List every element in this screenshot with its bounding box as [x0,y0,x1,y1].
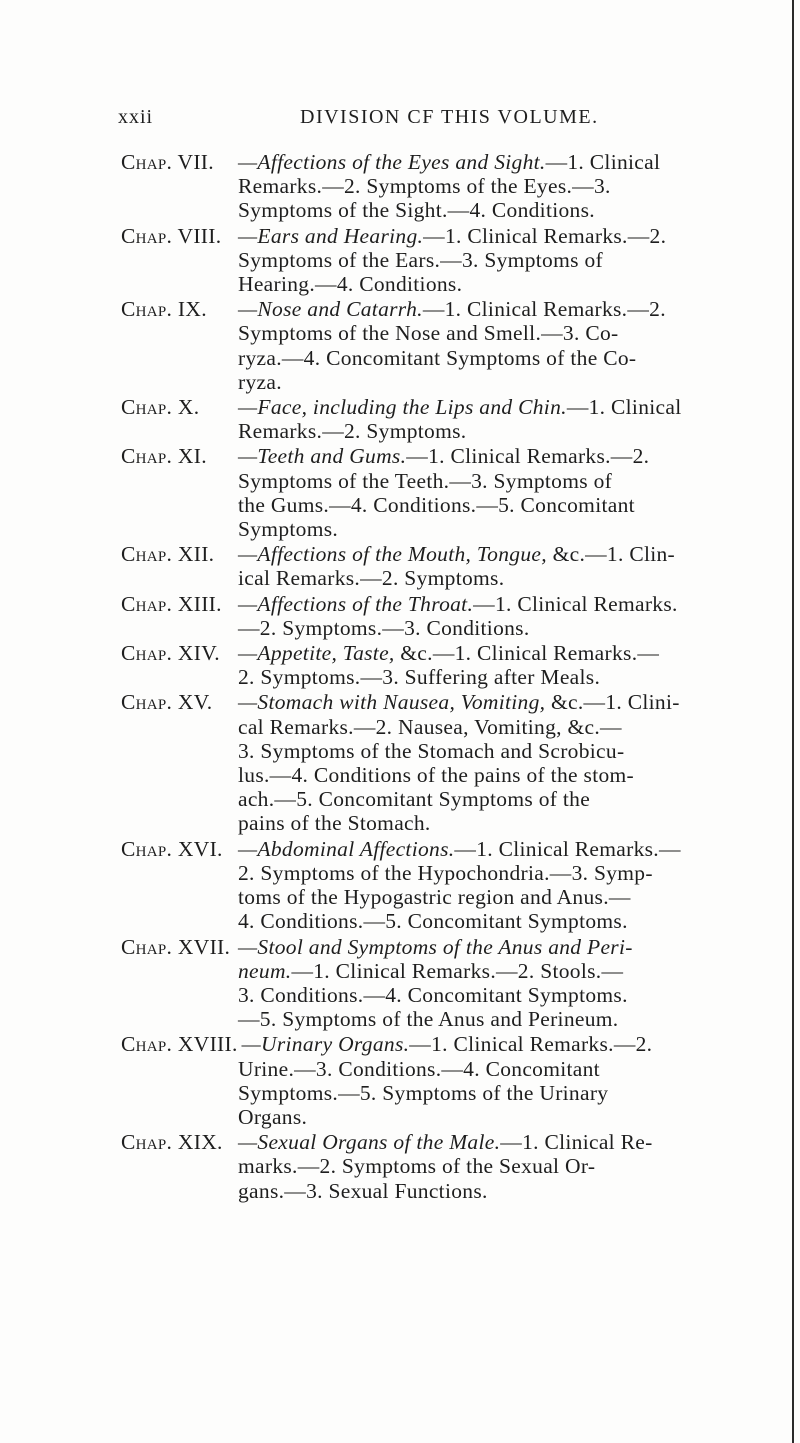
chapter-entry [121,592,751,640]
chapter-line: —5. Symptoms of the Anus and Perineum. [238,1007,619,1032]
chapter-line: gans.—3. Sexual Functions. [238,1178,488,1203]
chapter-text: &c.—1. Clin- [546,542,676,567]
chapter-number [121,837,223,861]
chapter-contents [238,542,751,590]
page-edge-rule [792,0,794,1443]
chapter-line [121,690,751,714]
chapter-line: Hearing.—4. Conditions. [238,272,463,297]
chapter-title: —Urinary Organs. [241,1032,410,1057]
chapter-contents [238,297,751,394]
chapter-entry [121,297,751,394]
chapter-text: —1. Clinical Remarks.—2. [406,444,650,469]
chapter-line: 3. Conditions.—4. Concomitant Symptoms. [238,982,628,1007]
chapter-line [121,444,751,468]
chapter-label: Chap. [121,690,173,715]
chapter-number [121,592,222,616]
chapter-label: Chap. [121,395,173,420]
chapter-line: Symptoms of the Nose and Smell.—3. Co- [238,321,619,346]
chapter-number [121,641,220,665]
chapter-label: Chap. [121,223,173,248]
chapter-text: —1. Clinical [566,395,682,420]
chapter-numeral: XVIII. [172,1032,238,1057]
chapter-number [121,1130,223,1154]
chapter-title: —Affections of the Eyes and Sight. [238,150,546,174]
chapter-entry [121,150,751,223]
chapter-label: Chap. [121,641,173,666]
chapter-title: —Stomach with Nausea, Vomiting, [238,690,546,715]
page-header [118,106,718,132]
chapter-numeral: XIX. [172,1130,223,1155]
chapter-entry [121,224,751,297]
chapter-entry [121,395,751,443]
chapter-title: neum. [238,958,292,983]
chapter-title: —Ears and Hearing. [238,223,424,248]
chapter-entry [121,690,751,835]
chapter-numeral: VII. [172,150,214,174]
chapter-line: Symptoms. [238,517,339,542]
chapter-line [238,959,751,983]
chapter-title: —Abdominal Affections. [238,836,455,861]
chapter-list [121,150,751,1204]
chapter-entry [121,837,751,934]
chapter-line: 3. Symptoms of the Stomach and Scrobicu- [238,738,625,763]
chapter-label: Chap. [121,150,173,174]
chapter-number [121,690,212,714]
chapter-number [121,542,214,566]
chapter-entry [121,935,751,1032]
chapter-number [121,444,207,468]
chapter-numeral: XV. [172,690,213,715]
chapter-number [121,150,214,174]
chapter-line [121,542,751,566]
chapter-line: Symptoms.—5. Symptoms of the Urinary [238,1080,609,1105]
chapter-numeral: XIII. [172,591,222,616]
chapter-line: marks.—2. Symptoms of the Sexual Or- [238,1154,596,1179]
chapter-label: Chap. [121,542,173,567]
chapter-numeral: XVI. [172,836,223,861]
chapter-number [121,395,199,419]
chapter-contents [238,592,751,640]
chapter-line [121,297,751,321]
chapter-line: the Gums.—4. Conditions.—5. Concomitant [238,492,635,517]
chapter-label: Chap. [121,297,173,322]
chapter-contents [238,690,751,835]
chapter-number [121,1032,238,1056]
chapter-line: ach.—5. Concomitant Symptoms of the [238,787,591,812]
chapter-label: Chap. [121,1032,173,1057]
chapter-contents [238,224,751,297]
chapter-line: Remarks.—2. Symptoms of the Eyes.—3. [238,174,611,199]
chapter-numeral: XVII. [172,934,231,959]
chapter-line: ryza. [238,369,282,394]
chapter-contents [238,150,751,223]
chapter-title: —Affections of the Mouth, Tongue, [238,542,547,567]
chapter-line: toms of the Hypogastric region and Anus.— [238,885,631,910]
chapter-line: 2. Symptoms.—3. Suffering after Meals. [238,665,601,690]
chapter-line [121,150,751,174]
chapter-contents [238,1032,751,1129]
chapter-numeral: X. [172,395,200,420]
chapter-text: —1. Clinical Remarks.—2. [423,223,667,248]
chapter-title: —Stool and Symptoms of the Anus and Peri- [238,934,633,959]
page-number: xxii [118,106,154,128]
running-head: DIVISION CF THIS VOLUME. [300,106,599,128]
chapter-title: —Teeth and Gums. [238,444,407,469]
chapter-line [121,395,751,419]
chapter-text: —1. Clinical Remarks.— [454,836,681,861]
chapter-label: Chap. [121,934,173,959]
chapter-entry [121,641,751,689]
chapter-text: —1. Clinical Remarks. [473,591,678,616]
chapter-line: ryza.—4. Concomitant Symptoms of the Co- [238,345,637,370]
chapter-number [121,224,221,248]
chapter-line: pains of the Stomach. [238,811,431,836]
chapter-line: ical Remarks.—2. Symptoms. [238,566,505,591]
chapter-contents [238,935,751,1032]
chapter-contents [238,444,751,541]
chapter-contents [238,837,751,934]
chapter-label: Chap. [121,836,173,861]
chapter-line: Symptoms of the Ears.—3. Symptoms of [238,247,603,272]
chapter-line: Organs. [238,1104,308,1129]
chapter-text: —1. Clinical Remarks.—2. [409,1032,653,1057]
chapter-numeral: IX. [172,297,207,322]
chapter-title: —Nose and Catarrh. [238,297,423,322]
chapter-contents [238,1130,751,1203]
chapter-line: lus.—4. Conditions of the pains of the stom- [238,763,635,788]
chapter-text: —1. Clinical Remarks.—2. Stools.— [291,958,624,983]
chapter-text: —1. Clinical [545,150,661,174]
chapter-entry [121,1032,751,1129]
chapter-line: —2. Symptoms.—3. Conditions. [238,615,530,640]
chapter-number [121,935,230,959]
chapter-line: Symptoms of the Sight.—4. Conditions. [238,198,595,223]
chapter-numeral: XIV. [172,641,220,666]
chapter-number [121,297,207,321]
chapter-text: —1. Clinical Remarks.—2. [422,297,666,322]
chapter-line: cal Remarks.—2. Nausea, Vomiting, &c.— [238,714,622,739]
chapter-title: —Affections of the Throat. [238,591,474,616]
chapter-line: Remarks.—2. Symptoms. [238,419,467,444]
chapter-numeral: XI. [172,444,207,469]
chapter-contents [238,395,751,443]
chapter-text: &c.—1. Clinical Remarks.— [394,641,660,666]
chapter-title: —Sexual Organs of the Male. [238,1130,501,1155]
chapter-label: Chap. [121,444,173,469]
chapter-line: 4. Conditions.—5. Concomitant Symptoms. [238,909,628,934]
chapter-text: —1. Clinical Re- [500,1130,653,1155]
chapter-contents [238,641,751,689]
chapter-title: —Face, including the Lips and Chin. [238,395,567,420]
chapter-numeral: XII. [172,542,215,567]
chapter-title: —Appetite, Taste, [238,641,395,666]
chapter-entry [121,1130,751,1203]
chapter-line: 2. Symptoms of the Hypochondria.—3. Symp- [238,860,653,885]
chapter-label: Chap. [121,1130,173,1155]
chapter-entry [121,444,751,541]
chapter-text: &c.—1. Clini- [545,690,680,715]
chapter-numeral: VIII. [172,223,222,248]
chapter-entry [121,542,751,590]
chapter-label: Chap. [121,591,173,616]
chapter-line: Urine.—3. Conditions.—4. Concomitant [238,1056,600,1081]
chapter-line: Symptoms of the Teeth.—3. Symptoms of [238,468,613,493]
